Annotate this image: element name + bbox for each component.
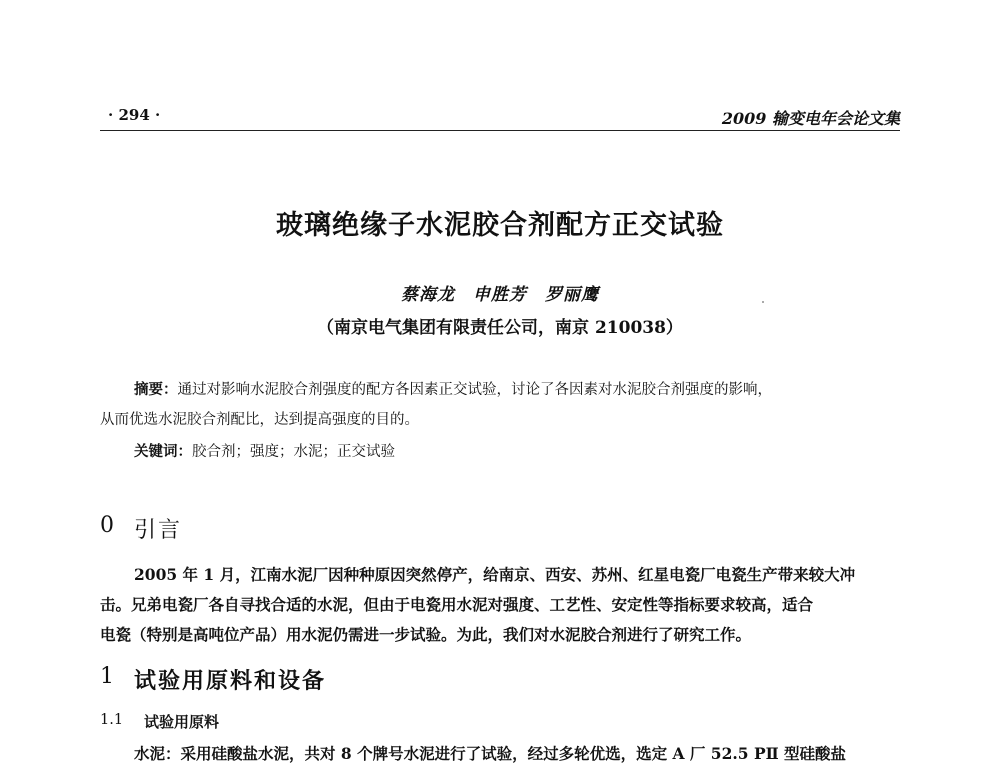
paper-title: 玻璃绝缘子水泥胶合剂配方正交试验 xyxy=(276,210,724,241)
page-number: · 294 · xyxy=(108,106,161,124)
scan-speck xyxy=(762,301,764,303)
journal-title: 2009 输变电年会论文集 xyxy=(721,109,900,128)
intro-line-1: 2005 年 1 月，江南水泥厂因种种原因突然停产，给南京、西安、苏州、红星电瓷厂电瓷生产带来较大冲 xyxy=(134,565,856,584)
abstract-text-1: 通过对影响水泥胶合剂强度的配方各因素正交试验，讨论了各因素对水泥胶合剂强度的影响， xyxy=(177,382,772,398)
materials-line-1: 水泥：采用硅酸盐水泥，共对 8 个牌号水泥进行了试验，经过多轮优选，选定 A 厂 52.5 PⅡ 型硅酸盐 xyxy=(134,744,847,763)
subsection-title: 试验用原料 xyxy=(144,713,220,731)
intro-line-3: 电瓷（特别是高吨位产品）用水泥仍需进一步试验。为此，我们对水泥胶合剂进行了研究工作。 xyxy=(100,625,752,644)
keywords-label: 关键词： xyxy=(134,444,192,460)
subsection-number: 1.1 xyxy=(100,712,124,728)
abstract-line-2: 从而优选水泥胶合剂配比，达到提高强度的目的。 xyxy=(100,412,419,428)
keywords-text: 胶合剂；强度；水泥；正交试验 xyxy=(192,444,395,460)
section-0-title: 引言 xyxy=(134,518,183,543)
intro-line-2: 击。兄弟电瓷厂各自寻找合适的水泥，但由于电瓷用水泥对强度、工艺性、安定性等指标要求较高，适合 xyxy=(100,595,814,614)
section-1-title: 试验用原料和设备 xyxy=(134,669,327,694)
affiliation: （南京电气集团有限责任公司，南京 210038） xyxy=(317,318,683,338)
authors: 蔡海龙 申胜芳 罗丽鹰 xyxy=(401,285,599,305)
section-0-number: 0 xyxy=(100,513,114,538)
abstract-line-1 xyxy=(134,378,772,399)
abstract-label: 摘要： xyxy=(134,382,178,398)
keywords xyxy=(134,440,395,461)
section-1-number: 1 xyxy=(100,664,114,689)
